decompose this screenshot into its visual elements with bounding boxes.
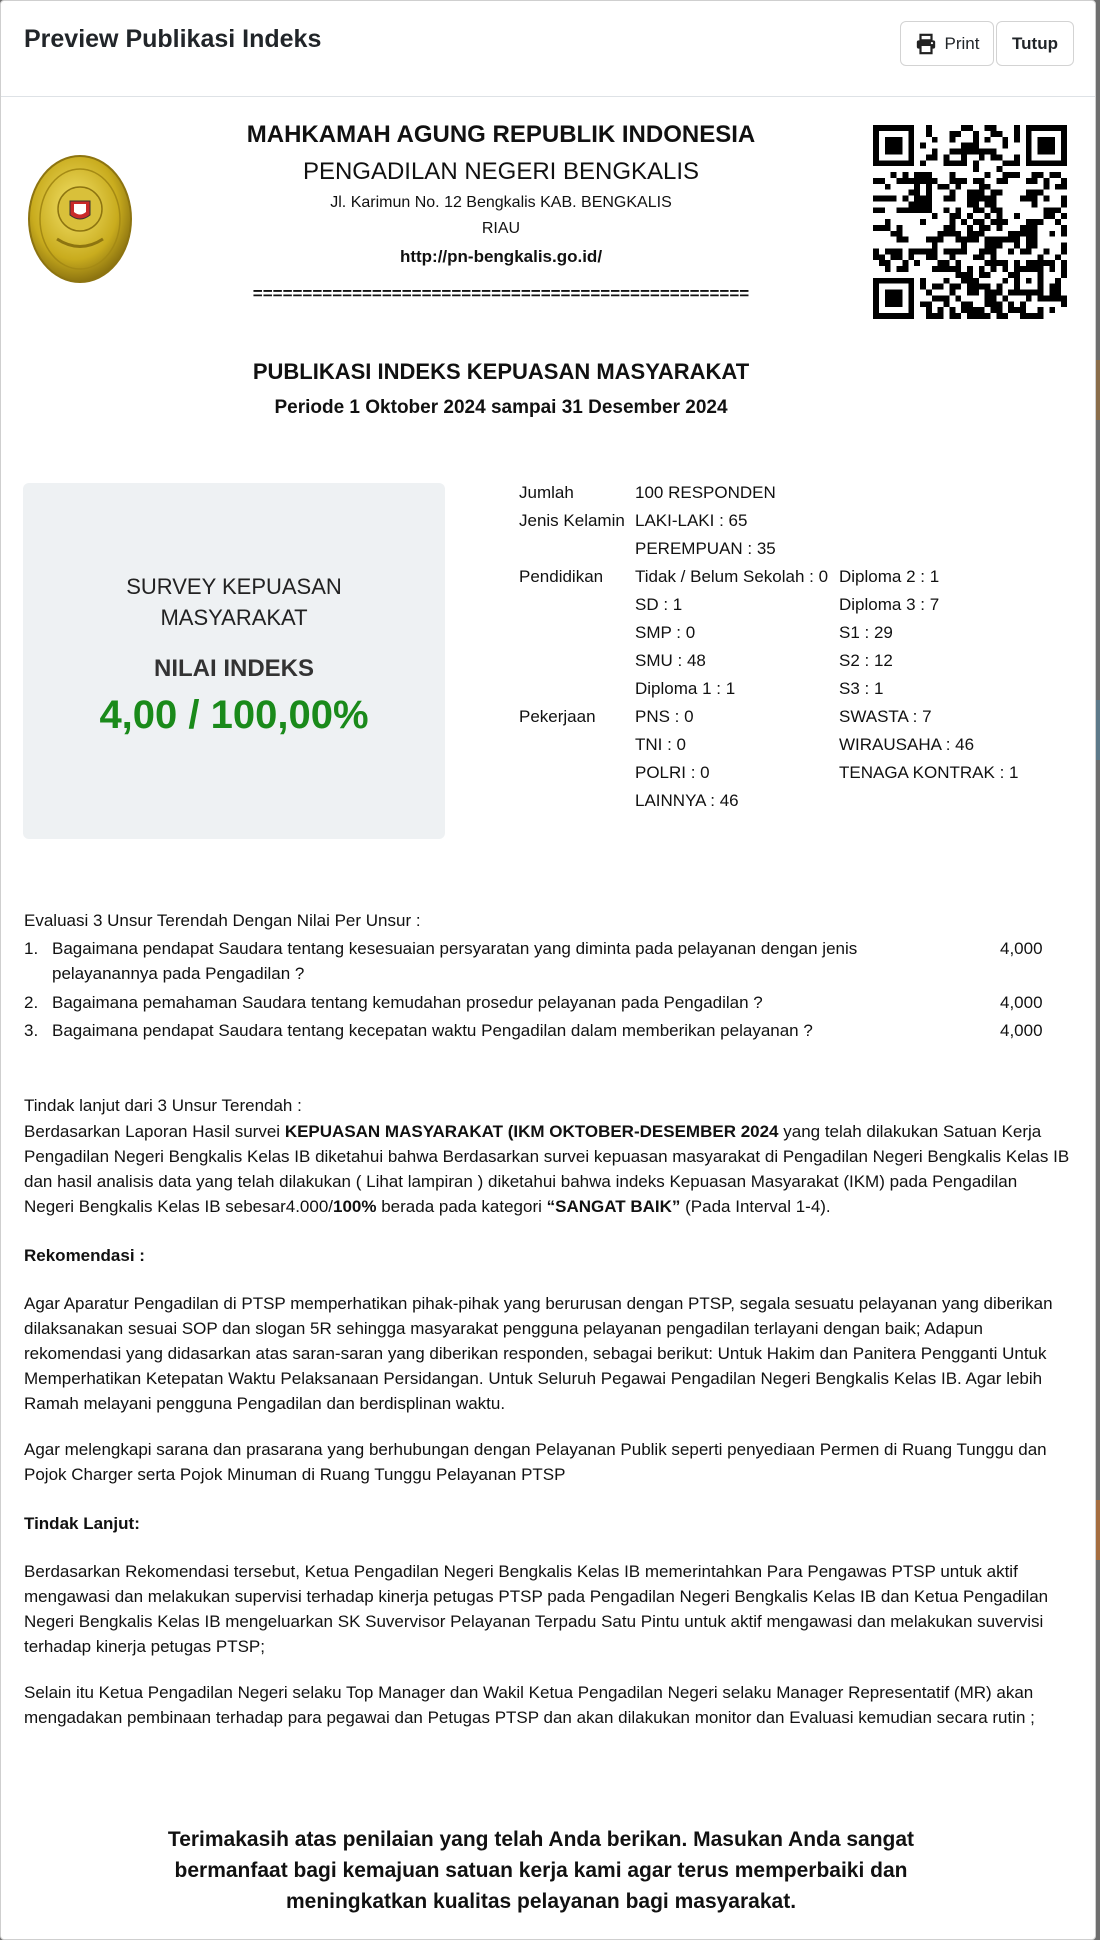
printer-icon — [915, 33, 937, 55]
index-summary-box — [23, 483, 445, 839]
modal-title: Preview Publikasi Indeks — [24, 25, 322, 53]
survey-label: SURVEY KEPUASAN MASYARAKAT — [126, 574, 342, 630]
evaluation-item-number: 2. — [24, 993, 39, 1012]
thank-you-message: Terimakasih atas penilaian yang telah Anda berikan. Masukan Anda sangat bermanfaat bagi kemajuan satuan kerja kami agar terus memperbaiki dan meningkatkan kualitas pelayanan bagi masyarakat. — [167, 1828, 915, 1913]
education-item: Tidak / Belum Sekolah : 0 — [635, 567, 829, 586]
evaluation-item-score: 4,000 — [1000, 939, 1043, 958]
institution-name: MAHKAMAH AGUNG REPUBLIK INDONESIA — [246, 121, 756, 148]
evaluation-item-text: Bagaimana pendapat Saudara tentang kesesuaian persyaratan yang diminta pada pelayanan dengan jenis pelayanannya pada Pengadilan ? — [52, 939, 858, 983]
jumlah-value: 100 RESPONDEN — [635, 483, 776, 502]
job-item: SWASTA : 7 — [839, 707, 932, 726]
gender-male: LAKI-LAKI : 65 — [635, 511, 748, 530]
followup-paragraph — [24, 1119, 1070, 1219]
evaluation-item — [24, 936, 1054, 988]
followup-text: yang telah dilakukan Satuan Kerja Pengadilan Negeri Bengkalis Kelas IB diketahui bahwa Berdasarkan survei kepuasan masyarakat di Pengadilan Negeri Bengkalis Kelas IB dan hasil analisis data yang telah dilakukan ( Lihat lampiran ) diketahui bahwa indeks Kepuasan Masyarakat (IKM) pada Pengadilan Negeri Bengkalis Kelas IB sebesar4.000/ — [24, 1122, 1070, 1216]
print-button-label: Print — [944, 33, 980, 53]
court-website: http://pn-bengkalis.go.id/ — [399, 247, 603, 266]
evaluation-item-number: 1. — [24, 939, 39, 958]
job-label: Pekerjaan — [519, 707, 596, 726]
rekomendasi-paragraph-2: Agar melengkapi sarana dan prasarana yang berhubungan dengan Pelayanan Publik seperti penyediaan Permen di Ruang Tunggu dan Pojok Charger serta Pojok Minuman di Ruang Tunggu Pelayanan PTSP — [24, 1440, 1047, 1484]
evaluation-item-text: Bagaimana pendapat Saudara tentang kecepatan waktu Pengadilan dalam memberikan pelayanan ? — [52, 1021, 813, 1040]
job-item: TENAGA KONTRAK : 1 — [839, 763, 1019, 782]
court-address: Jl. Karimun No. 12 Bengkalis KAB. BENGKALIS — [330, 194, 672, 211]
rekomendasi-paragraph-1: Agar Aparatur Pengadilan di PTSP memperhatikan pihak-pihak yang berurusan dengan PTSP, segala sesuatu pelayanan yang diberikan dilaksanakan sesuai SOP dan slogan 5R sehingga masyarakat pengguna pelayanan pengadilan terlayani dengan baik; Adapun rekomendasi yang didasarkan atas saran-saran yang diberikan responden, sebagai berikut: Untuk Hakim dan Panitera Pengganti Untuk Memperhatikan Ketepatan Waktu Pelaksanaan Persidangan. Untuk Seluruh Pegawai Pengadilan Negeri Bengkalis Kelas IB. Agar lebih Ramah melayani pengguna Pengadilan dan berdisplinan waktu. — [24, 1294, 1053, 1413]
evaluation-item — [24, 990, 1054, 1016]
qr-code — [873, 125, 1067, 319]
followup-bold: “SANGAT BAIK” — [546, 1197, 681, 1216]
publication-title: PUBLIKASI INDEKS KEPUASAN MASYARAKAT — [252, 359, 750, 384]
followup-text: berada pada kategori — [376, 1197, 547, 1216]
education-item: SMP : 0 — [635, 623, 696, 642]
education-item: S1 : 29 — [839, 623, 893, 642]
print-button[interactable] — [900, 21, 994, 66]
jumlah-label: Jumlah — [519, 483, 574, 502]
education-item: SMU : 48 — [635, 651, 706, 670]
education-item: S3 : 1 — [839, 679, 884, 698]
followup-bold: KEPUASAN MASYARAKAT (IKM OKTOBER-DESEMBER 2024 — [284, 1122, 779, 1141]
followup-text: Berdasarkan Laporan Hasil survei — [24, 1122, 285, 1141]
job-item: TNI : 0 — [635, 735, 687, 754]
education-label: Pendidikan — [519, 567, 604, 586]
gender-female: PEREMPUAN : 35 — [635, 539, 776, 558]
job-item: LAINNYA : 46 — [635, 791, 739, 810]
mahkamah-agung-seal — [27, 154, 133, 284]
job-item: PNS : 0 — [635, 707, 694, 726]
tindak-lanjut-heading: Tindak Lanjut: — [24, 1514, 140, 1533]
publication-period: Periode 1 Oktober 2024 sampai 31 Desember 2024 — [274, 397, 728, 418]
followup-text: (Pada Interval 1-4). — [680, 1197, 831, 1216]
index-label: NILAI INDEKS — [153, 655, 314, 682]
followup-heading: Tindak lanjut dari 3 Unsur Terendah : — [24, 1096, 302, 1115]
evaluation-item-score: 4,000 — [1000, 993, 1043, 1012]
education-item: Diploma 1 : 1 — [635, 679, 736, 698]
close-button[interactable] — [996, 21, 1074, 66]
education-item: Diploma 3 : 7 — [839, 595, 940, 614]
job-item: POLRI : 0 — [635, 763, 710, 782]
followup-bold: 100% — [333, 1197, 377, 1216]
tindak-lanjut-paragraph-2: Selain itu Ketua Pengadilan Negeri selaku Top Manager dan Wakil Ketua Pengadilan Negeri selaku Manager Representatif (MR) akan mengadakan pembinaan terhadap para pegawai dan Petugas PTSP dan akan dilakukan monitor dan Evaluasi kemudian secara rutin ; — [24, 1683, 1035, 1727]
modal-header — [1, 1, 1095, 97]
job-item: WIRAUSAHA : 46 — [839, 735, 975, 754]
evaluation-item-score: 4,000 — [1000, 1021, 1043, 1040]
evaluation-heading: Evaluasi 3 Unsur Terendah Dengan Nilai Per Unsur : — [24, 911, 421, 930]
education-item: S2 : 12 — [839, 651, 893, 670]
evaluation-item — [24, 1018, 1054, 1044]
court-name: PENGADILAN NEGERI BENGKALIS — [302, 158, 700, 185]
tindak-lanjut-paragraph-1: Berdasarkan Rekomendasi tersebut, Ketua Pengadilan Negeri Bengkalis Kelas IB memerintahkan Para Pengawas PTSP untuk aktif mengawasi dan melakukan supervisi terhadap kinerja petugas PTSP pada Pengadilan Negeri Bengkalis Kelas IB dan Ketua Pengadilan Negeri Bengkalis Kelas IB mengeluarkan SK Suvervisor Pelayanan Terpadu Satu Pintu untuk aktif mengawasi dan melakukan suvervisi terhadap kinerja petugas PTSP; — [24, 1562, 1049, 1656]
header-separator: ================================================== — [252, 284, 750, 303]
court-province: RIAU — [481, 220, 521, 237]
rekomendasi-heading: Rekomendasi : — [24, 1246, 145, 1265]
education-item: Diploma 2 : 1 — [839, 567, 940, 586]
gender-label: Jenis Kelamin — [519, 511, 625, 530]
education-item: SD : 1 — [635, 595, 683, 614]
evaluation-item-text: Bagaimana pemahaman Saudara tentang kemudahan prosedur pelayanan pada Pengadilan ? — [52, 993, 763, 1012]
close-button-label: Tutup — [1012, 33, 1058, 53]
index-value: 4,00 / 100,00% — [99, 693, 369, 737]
evaluation-item-number: 3. — [24, 1021, 39, 1040]
